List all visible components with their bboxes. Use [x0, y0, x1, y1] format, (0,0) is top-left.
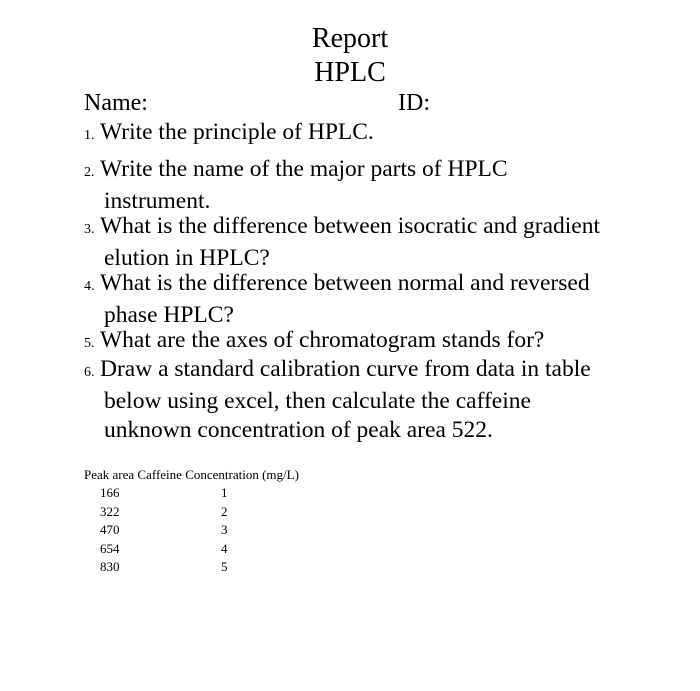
table-row	[84, 558, 299, 577]
question-text-continuation: phase HPLC?	[104, 302, 234, 328]
cell-peak-area: 166	[100, 485, 120, 500]
question-number: 3.	[84, 222, 95, 237]
header-caffeine-concentration: Caffeine Concentration (mg/L)	[137, 467, 299, 482]
cell-peak-area: 322	[100, 503, 120, 519]
cell-peak-area: 830	[100, 559, 120, 574]
cell-concentration: 2	[221, 503, 228, 519]
question-5	[84, 326, 644, 358]
question-text-continuation: instrument.	[104, 188, 211, 214]
table-row	[84, 503, 299, 522]
question-4	[84, 269, 644, 330]
question-number: 4.	[84, 279, 95, 294]
table-row	[84, 540, 299, 559]
cell-concentration: 5	[221, 559, 228, 574]
report-title: Report	[311, 23, 389, 54]
id-label: ID:	[398, 90, 430, 116]
table-header	[84, 466, 299, 484]
table-row	[84, 521, 299, 540]
cell-peak-area: 470	[100, 522, 120, 537]
question-2	[84, 155, 644, 216]
cell-concentration: 1	[221, 485, 228, 500]
question-text-continuation: elution in HPLC?	[104, 245, 270, 271]
cell-concentration: 3	[221, 522, 228, 537]
question-text-continuation: below using excel, then calculate the caffeine	[104, 388, 531, 414]
data-table	[84, 466, 299, 577]
question-text: What is the difference between isocratic and gradient	[100, 213, 601, 239]
report-subtitle: HPLC	[314, 57, 386, 88]
cell-peak-area: 654	[100, 540, 120, 556]
question-1	[84, 118, 644, 150]
question-3	[84, 212, 644, 273]
table-row	[84, 484, 299, 503]
cell-concentration: 4	[221, 540, 228, 556]
question-number: 2.	[84, 165, 95, 180]
question-text: What are the axes of chromatogram stands for?	[100, 327, 545, 353]
question-text: What is the difference between normal and reversed	[100, 270, 590, 296]
header-peak-area: Peak area	[84, 467, 135, 482]
question-number: 1.	[84, 128, 95, 143]
name-label: Name:	[84, 90, 148, 116]
question-text: Draw a standard calibration curve from data in table	[100, 356, 591, 382]
question-number: 5.	[84, 336, 95, 351]
question-number: 6.	[84, 365, 95, 380]
question-text-continuation: unknown concentration of peak area 522.	[104, 417, 493, 443]
question-text: Write the principle of HPLC.	[100, 119, 374, 145]
question-text: Write the name of the major parts of HPLC	[100, 156, 508, 182]
question-6	[84, 355, 644, 445]
